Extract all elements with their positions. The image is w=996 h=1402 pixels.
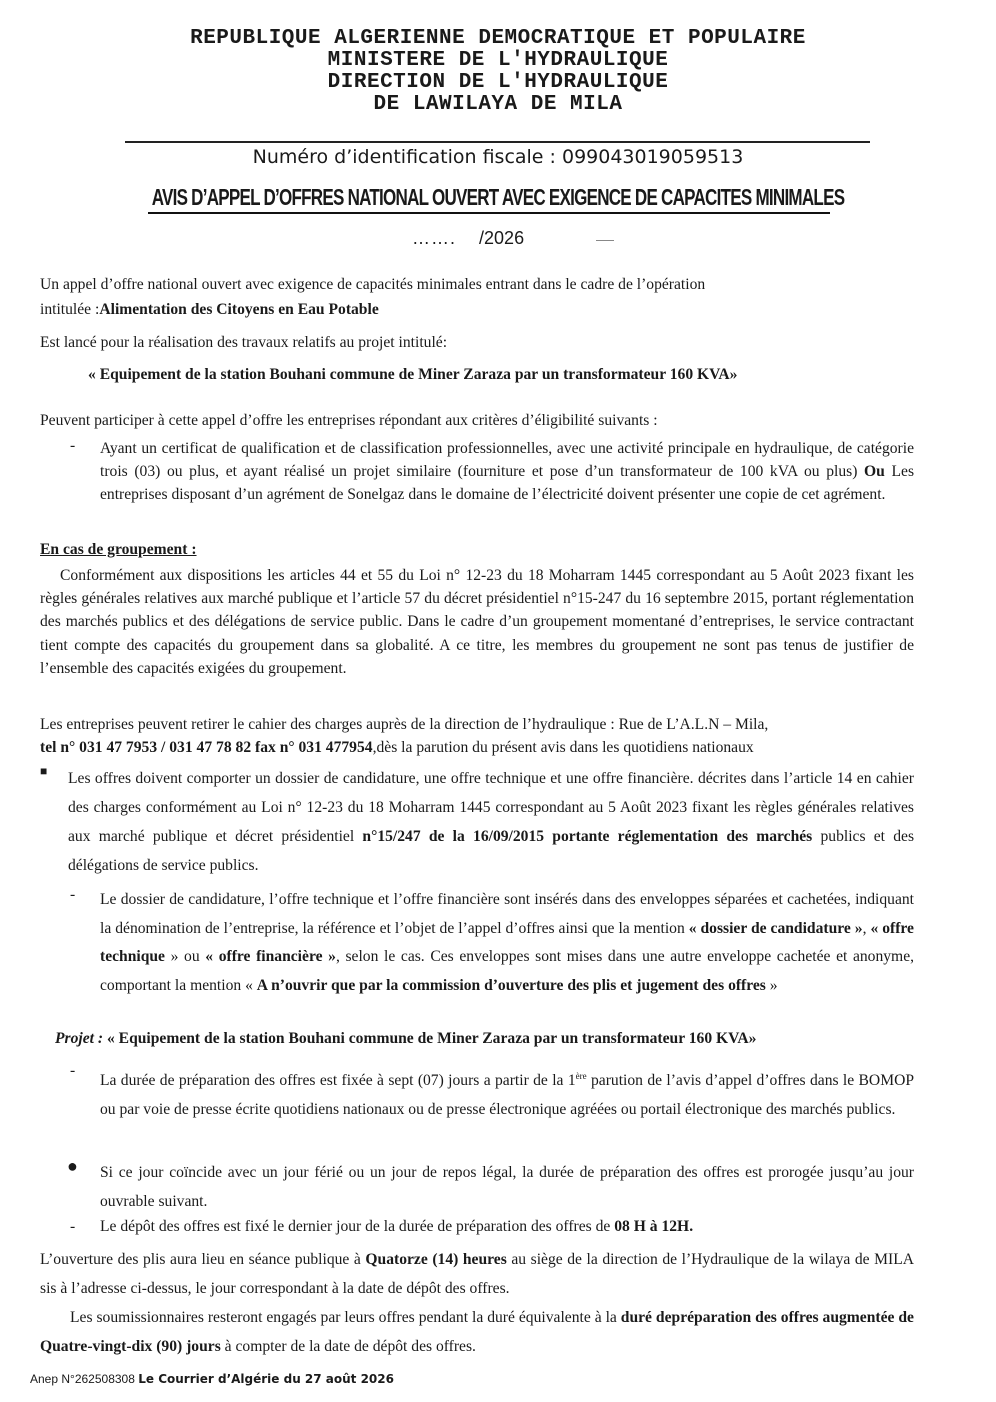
retrait-line-1: Les entreprises peuvent retirer le cahier des charges auprès de la direction de l’hydraulique : Rue de L’A.L.N – Mila,	[40, 716, 769, 733]
notice-title-underline	[148, 212, 830, 214]
header-ministry: MINISTERE DE L'HYDRAULIQUE	[327, 49, 669, 72]
enveloppes-sep-2: » ou	[170, 948, 200, 965]
notice-number	[412, 228, 524, 249]
anep-number: Anep N°262508308	[30, 1372, 135, 1386]
projet-title: « Equipement de la station Bouhani commune de Miner Zaraza par un transformateur 160 KVA»	[106, 1030, 757, 1047]
publication-footer	[30, 1372, 394, 1386]
notice-title: AVIS D’APPEL D’OFFRES NATIONAL OUVERT AVEC EXIGENCE DE CAPACITES MINIMALES	[151, 184, 845, 210]
mention-technique: « offre technique	[100, 919, 914, 965]
depot-line	[100, 1218, 693, 1236]
square-bullet: ■	[40, 764, 48, 778]
intro-line-3: Est lancé pour la réalisation des travaux relatifs au projet intitulé:	[40, 334, 448, 351]
enveloppes-end: »	[769, 976, 778, 994]
eligibility-item	[100, 437, 914, 507]
groupement-text: Conformément aux dispositions les articles 44 et 55 du Loi n° 12-23 du 18 Moharram 1445 correspondant au 5 Août 2023 fixant les règles générales relatives aux marché publique et l’article 57 du décret présidentiel n°15-247 du 16 septembre 2015, portant réglementation des marchés publics et des délégations de service public. Dans le cadre d’un groupement momentané d’entreprises, le service contractant tient compte des capacités du groupement dans sa globalité. A ce titre, les membres du groupement ne sont pas tenus de justifier de l’ensemble des capacités exigées du groupement.	[40, 567, 914, 677]
header-republic: REPUBLIQUE ALGERIENNE DEMOCRATIQUE ET POPULAIRE	[190, 27, 806, 50]
dash-bullet: -	[70, 1218, 76, 1235]
projet-label: Projet :	[55, 1030, 104, 1047]
operation-name: Alimentation des Citoyens en Eau Potable	[99, 301, 379, 318]
engagement-text	[40, 1303, 914, 1361]
projet-line	[55, 1030, 756, 1048]
engagement-part-1: Les soumissionnaires resteront engagés par leurs offres pendant la duré équivalente à la	[70, 1309, 617, 1326]
contact-numbers: tel n° 031 47 7953 / 031 47 78 82 fax n° 031 477954	[40, 739, 373, 756]
offres-text	[68, 764, 914, 880]
eligibility-part-2: Les entreprises disposant d’un agrément de Sonelgaz dans le domaine de l’électricité doivent présenter une copie de cet agrément.	[100, 463, 915, 504]
ouverture-time: Quatorze (14) heures	[365, 1251, 507, 1268]
duree-part-2: parution de l’avis d’appel d’offres dans le BOMOP ou par voie de presse écrite quotidiens nationaux ou de presse électronique agréées ou portail électronique des marchés publics.	[100, 1072, 914, 1119]
enveloppes-part-1: Le dossier de candidature, l’offre technique et l’offre financière sont insérés dans des enveloppes séparées et cachetées, indiquant la dénomination de l’entreprise, la référence et l’objet de l’appel d’offres ainsi que la mention	[100, 891, 914, 937]
ouverture-text	[40, 1245, 914, 1303]
eligibility-or: Ou	[864, 463, 885, 481]
project-title: « Equipement de la station Bouhani commune de Miner Zaraza par un transformateur 160 KVA»	[88, 366, 738, 383]
intro-line-2-prefix: intitulée :	[40, 301, 100, 318]
journal-name: Le Courrier d’Algérie du 27 août 2026	[138, 1372, 394, 1386]
depot-text: Le dépôt des offres est fixé le dernier jour de la durée de préparation des offres de	[100, 1218, 611, 1235]
dot-bullet: ●	[67, 1156, 78, 1176]
dash-bullet: -	[70, 886, 76, 903]
eligibility-intro: Peuvent participer à cette appel d’offre les entreprises répondant aux critères d’éligibilité suivants :	[40, 412, 658, 429]
notice-number-dots: …….	[412, 228, 457, 248]
duree-sup: ère	[575, 1071, 587, 1081]
offres-bold: n°15/247 de la 16/09/2015 portante réglementation des marchés	[362, 828, 813, 845]
mention-ouverture: A n’ouvrir que par la commission d’ouverture des plis et jugement des offres	[256, 976, 766, 994]
engagement-part-2: à compter de la date de dépôt des offres.	[224, 1338, 476, 1355]
header-wilaya: DE LAWILAYA DE MILA	[373, 93, 623, 116]
retrait-line-2	[40, 739, 754, 757]
fiscal-id: Numéro d’identification fiscale : 099043019059513	[252, 146, 744, 168]
duree-part-1: La durée de préparation des offres est fixée à sept (07) jours a partir de la 1	[100, 1072, 576, 1090]
offres-part-1: Les offres doivent comporter un dossier de candidature, une offre technique et une offre financière. décrites dans l’article 14 en cahier des charges conformément au Loi n° 12-23 du 18 Moharram 1445 correspondant au 5 Août 2023 fixant les règles générales relatives aux marché publique et décret présidentiel	[68, 770, 914, 845]
eligibility-part-1: Ayant un certificat de qualification et de classification professionnelles, avec une activité principale en hydraulique, de catégorie trois (03) ou plus, et ayant réalisé un projet similaire (fourniture et pose d’un transformateur de 100 kVA ou plus)	[100, 440, 914, 481]
intro-line-2	[40, 301, 379, 319]
enveloppes-text	[100, 886, 914, 1000]
engagement-bold: duré depréparation des offres augmentée de Quatre-vingt-dix (90) jours	[40, 1309, 914, 1355]
mention-financiere: « offre financière »	[205, 948, 336, 965]
ferie-text: Si ce jour coïncide avec un jour férié ou un jour de repos légal, la durée de préparation des offres est prorogée jusqu’au jour ouvrable suivant.	[100, 1164, 914, 1210]
offres-rest: publics et des délégations de service publics.	[68, 828, 915, 874]
ouverture-part-2: au siège de la direction de l’Hydraulique de la wilaya de MILA sis à l’adresse ci-dessus, le jour correspondant à la date de dépôt des offres.	[40, 1251, 915, 1297]
header-direction: DIRECTION DE L'HYDRAULIQUE	[327, 71, 669, 94]
intro-line-1: Un appel d’offre national ouvert avec exigence de capacités minimales entrant dans le cadre de l’opération	[40, 276, 706, 293]
retrait-rest: ,dès la parution du présent avis dans les quotidiens nationaux	[372, 739, 754, 756]
notice-number-year: /2026	[479, 228, 525, 248]
dash-bullet: -	[70, 437, 76, 454]
enveloppes-sep-1: ,	[862, 919, 867, 937]
enveloppes-part-2: , selon le cas. Ces enveloppes sont mises dans une autre enveloppe cachetée et anonyme, comportant la mention «	[100, 948, 915, 994]
depot-hours: 08 H à 12H.	[614, 1218, 694, 1235]
duree-text	[100, 1062, 914, 1124]
header-rule	[125, 141, 870, 143]
groupement-heading: En cas de groupement :	[40, 541, 197, 558]
scan-mark	[596, 240, 614, 241]
mention-candidature: « dossier de candidature »	[688, 919, 863, 937]
ouverture-part-1: L’ouverture des plis aura lieu en séance publique à	[40, 1251, 361, 1268]
dash-bullet: -	[70, 1062, 76, 1079]
